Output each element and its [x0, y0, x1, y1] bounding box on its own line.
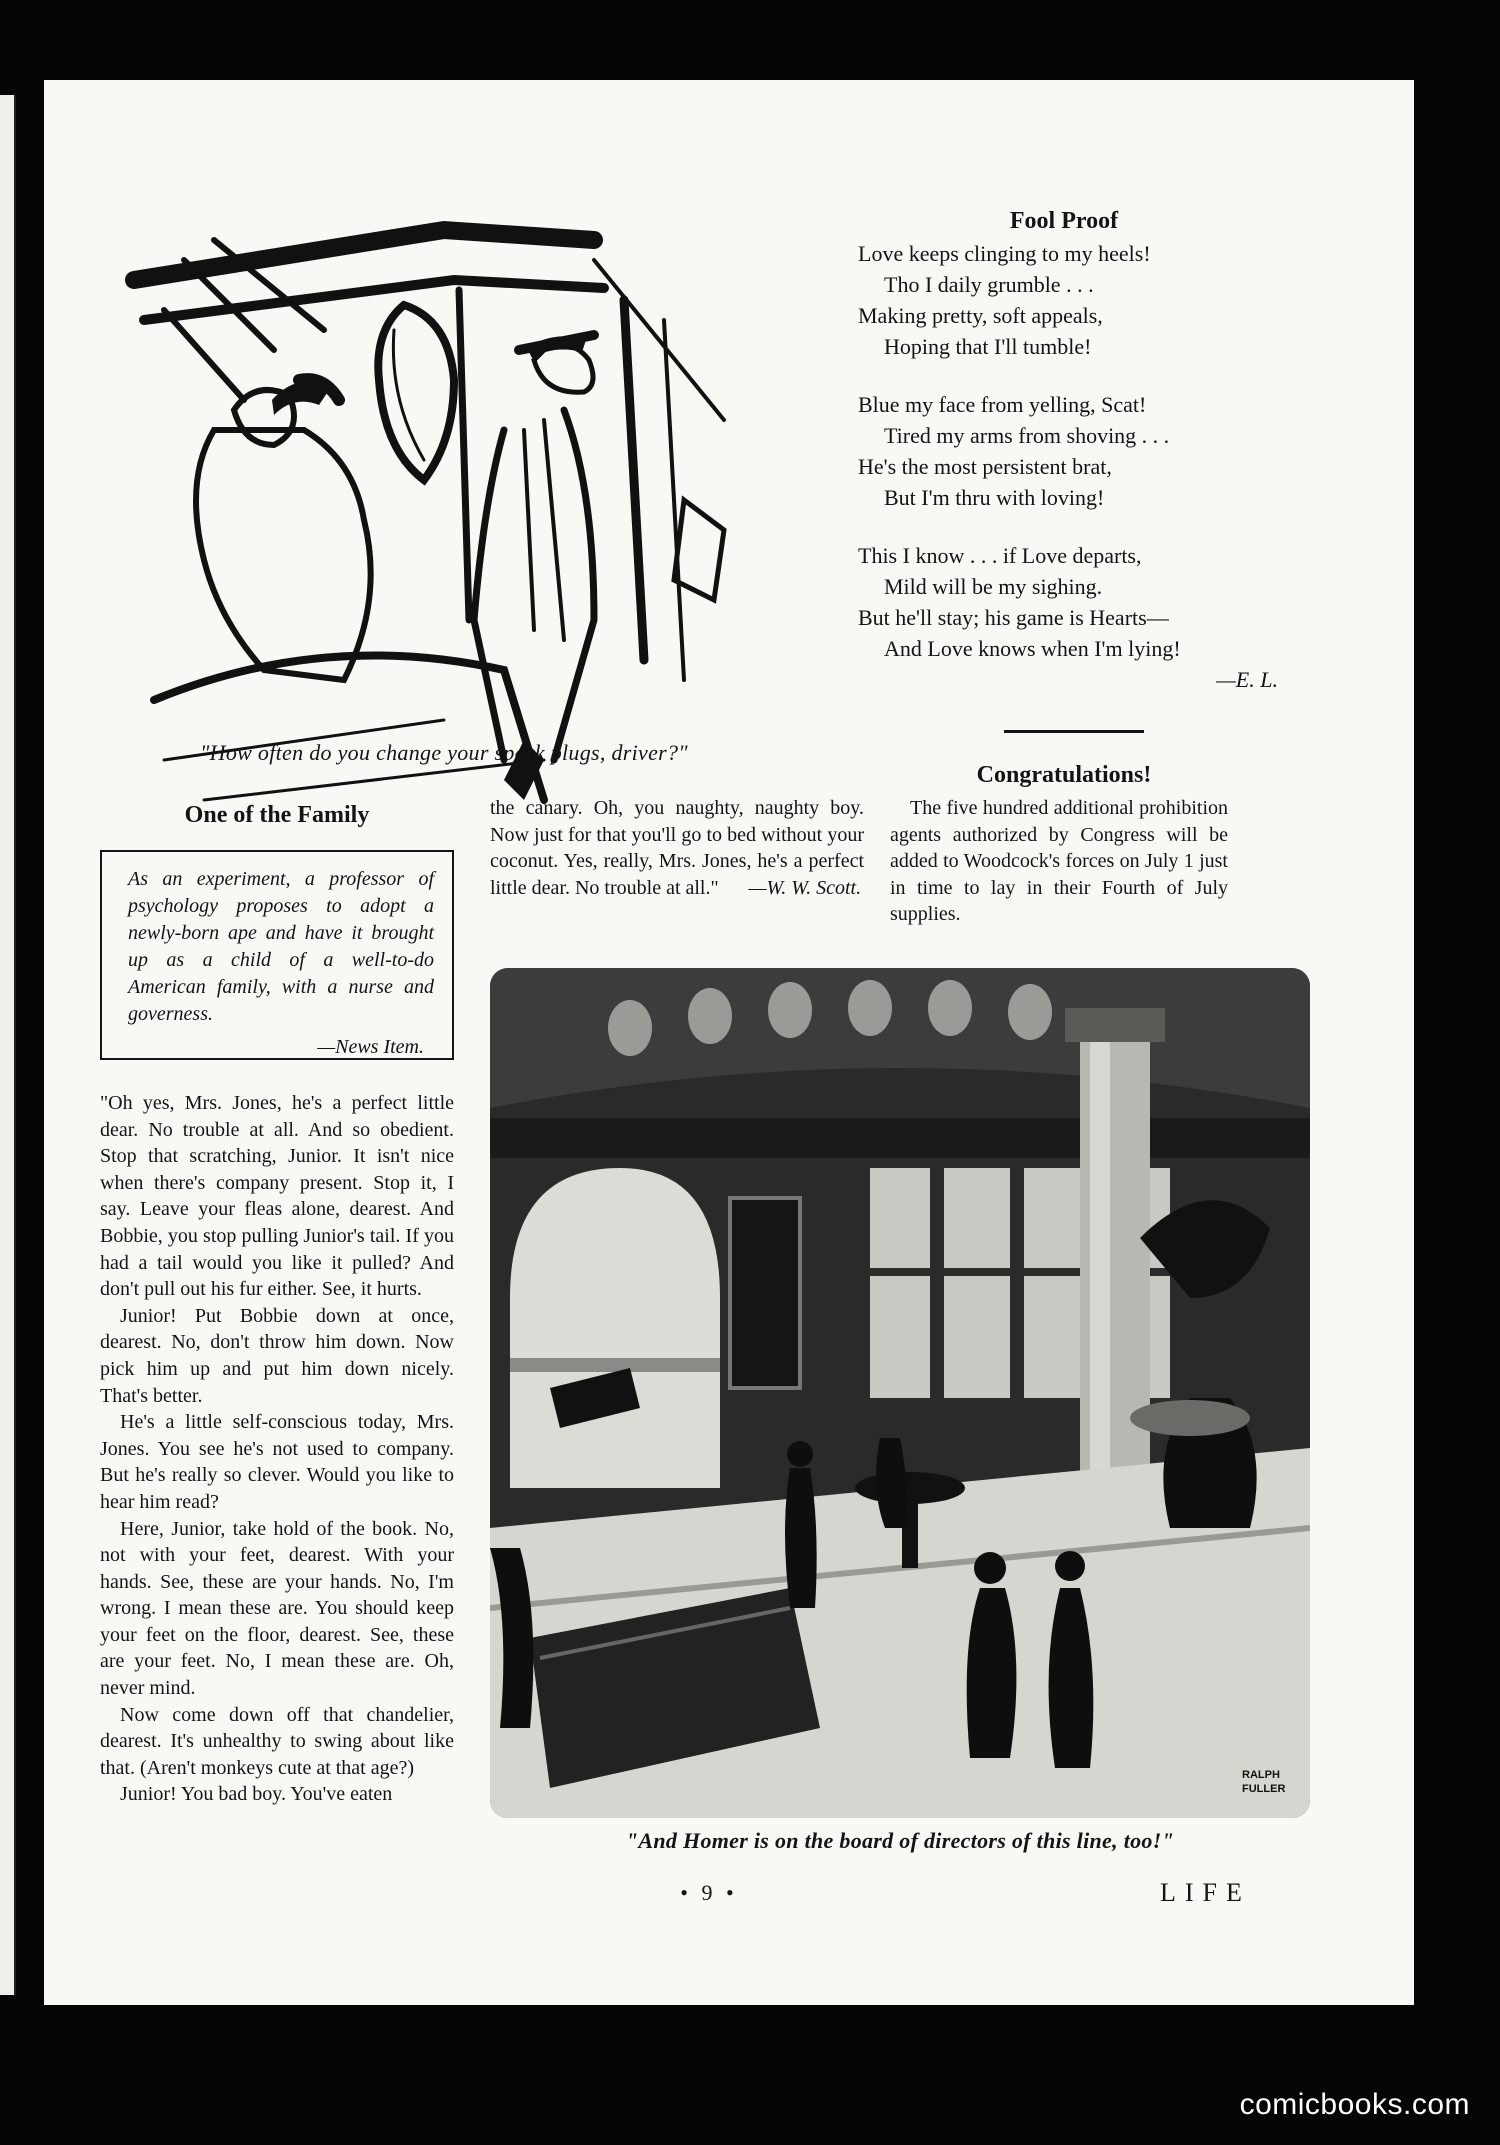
- congratulations-title: Congratulations!: [976, 762, 1152, 788]
- cartoon-top-caption: "How often do you change your spark plugs, driver?": [200, 740, 688, 765]
- poem-line: He's the most persistent brat,: [858, 454, 1112, 479]
- congratulations-paragraph: The five hundred additional prohibition agents authorized by Congress will be added to Woodcock's forces on July 1 just in time to lay in their Fourth of July supplies.: [890, 797, 1228, 926]
- poem-stanza: [858, 238, 1278, 362]
- poem-line: Love keeps clinging to my heels!: [858, 241, 1151, 266]
- ship-lounge-illustration: [490, 968, 1310, 1818]
- family-paragraph: He's a little self-conscious today, Mrs. Jones. You see he's not used to company. But he's really so clever. Would you like to hear him read?: [100, 1411, 454, 1513]
- family-paragraph: Now come down off that chandelier, dearest. It's unhealthy to swing about like that. (Aren't monkeys cute at that age?): [100, 1703, 454, 1779]
- poem-line: Tho I daily grumble . . .: [884, 272, 1094, 297]
- family-continuation-text: the canary. Oh, you naughty, naughty boy. Now just for that you'll go to bed without your coconut. Yes, really, Mrs. Jones, he's a perfect little dear. No trouble at all.": [490, 797, 864, 899]
- family-column-2: [490, 795, 864, 901]
- poem-line: Making pretty, soft appeals,: [858, 303, 1103, 328]
- family-column-1: [100, 1090, 454, 1808]
- poem-line: But I'm thru with loving!: [884, 485, 1105, 510]
- site-watermark: comicbooks.com: [1239, 2088, 1470, 2121]
- family-signature: —W. W. Scott.: [748, 876, 862, 899]
- family-title: One of the Family: [184, 802, 370, 828]
- poem-line: Blue my face from yelling, Scat!: [858, 392, 1147, 417]
- section-divider: [1004, 730, 1144, 733]
- poem-line: And Love knows when I'm lying!: [884, 636, 1181, 661]
- news-item-quote: As an experiment, a professor of psychology proposes to adopt a newly-born ape and have it brought up as a child of a well-to-do American family, with a nurse and governess.: [128, 868, 434, 1025]
- family-paragraph: Junior! Put Bobbie down at once, dearest. No, don't throw him down. Now pick him up and put him down nicely. That's better.: [100, 1304, 454, 1407]
- news-item-box: [100, 850, 454, 1060]
- family-paragraph: Here, Junior, take hold of the book. No, not with your feet, dearest. With your hands. See, these are your hands. No, I'm wrong. I mean these are. You should keep your feet on the floor, dearest. See, these are your feet. No, I mean these are. Oh, never mind.: [100, 1517, 454, 1700]
- artist-signature: FULLER: [1242, 1783, 1286, 1795]
- poem-stanza: [858, 389, 1278, 513]
- poem-line: Mild will be my sighing.: [884, 574, 1103, 599]
- magazine-page: [44, 80, 1414, 2005]
- page-number: • 9 •: [680, 1880, 738, 1905]
- news-item-source: —News Item.: [317, 1036, 424, 1058]
- family-paragraph: Junior! You bad boy. You've eaten: [120, 1783, 393, 1806]
- family-paragraph: "Oh yes, Mrs. Jones, he's a perfect little dear. No trouble at all. And so obedient. Stop that scratching, Junior. It isn't nice when there's company present. Stop it, I say. Leave your fleas alone, dearest. And Bobbie, you stop pulling Junior's tail. If you had a tail would you like it pulled? And don't pull out his fur either. See, it hurts.: [100, 1092, 454, 1301]
- cartoon-bottom-illustration: [490, 968, 1310, 1818]
- congratulations-body: [890, 795, 1228, 928]
- previous-page-edge: [0, 95, 16, 1995]
- family-continuation: [490, 795, 864, 901]
- artist-signature: RALPH: [1242, 1769, 1280, 1781]
- poem-title: Fool Proof: [1009, 208, 1119, 234]
- cartoon-top-illustration: [124, 200, 764, 820]
- cartoon-bottom-caption: "And Homer is on the board of directors of this line, too!": [625, 1828, 1175, 1853]
- masthead: LIFE: [1160, 1878, 1251, 1907]
- poem-signature: —E. L.: [1216, 667, 1278, 692]
- poem-line: This I know . . . if Love departs,: [858, 543, 1142, 568]
- poem-line: Tired my arms from shoving . . .: [884, 423, 1170, 448]
- poem-line: Hoping that I'll tumble!: [884, 334, 1092, 359]
- poem-line: But he'll stay; his game is Hearts—: [858, 605, 1169, 630]
- car-interior-sketch: [124, 200, 764, 820]
- poem-body: [858, 238, 1278, 695]
- poem-stanza: [858, 540, 1278, 695]
